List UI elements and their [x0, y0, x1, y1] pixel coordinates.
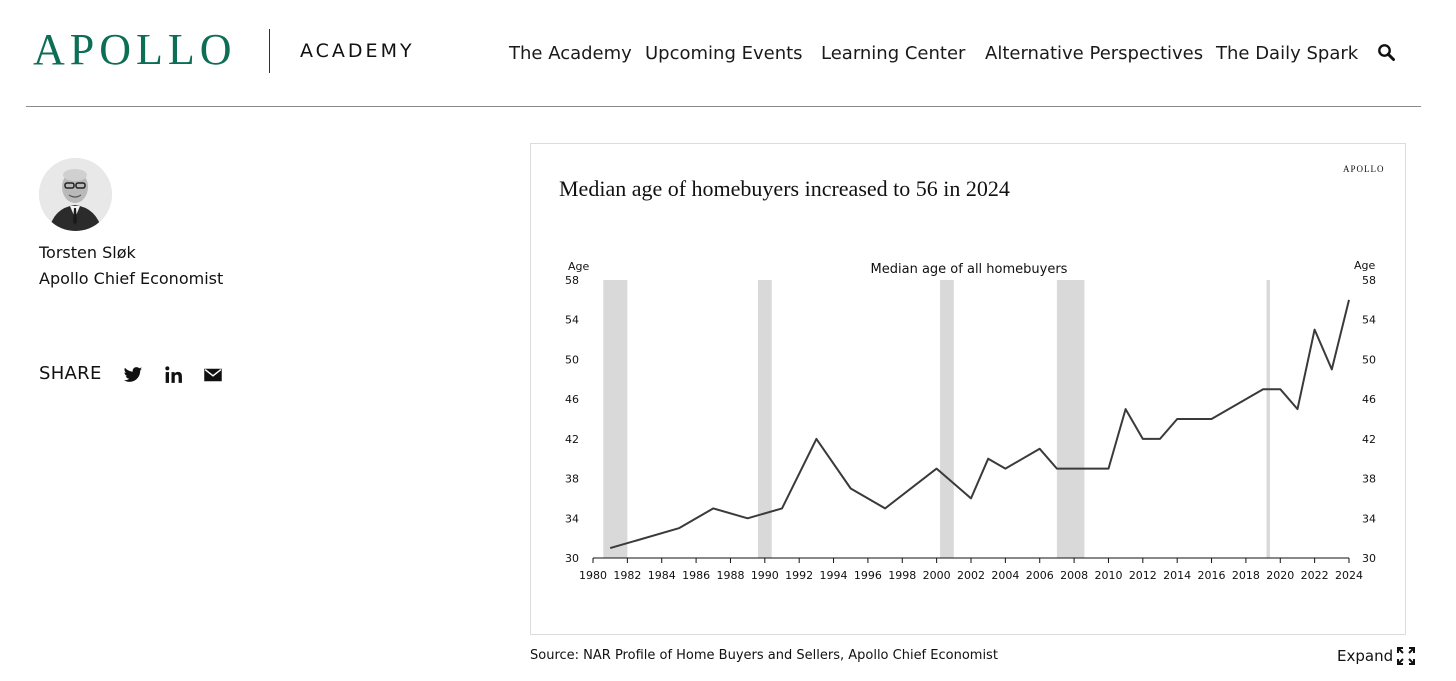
y-tick-label-left: 50: [565, 353, 579, 367]
recession-band: [1267, 280, 1270, 558]
x-tick-label: 2016: [1197, 569, 1226, 582]
y-tick-label-left: 42: [565, 432, 579, 446]
share-label: SHARE: [39, 363, 102, 384]
x-tick-label: 1992: [785, 569, 814, 582]
x-tick-label: 1984: [647, 569, 676, 582]
x-tick-label: 2010: [1094, 569, 1123, 582]
x-tick-label: 1996: [853, 569, 882, 582]
y-tick-label-left: 34: [565, 512, 579, 526]
x-tick-label: 1994: [819, 569, 848, 582]
x-tick-label: 2002: [957, 569, 985, 582]
nav-the-academy[interactable]: The Academy: [509, 43, 632, 64]
x-tick-label: 2018: [1231, 569, 1260, 582]
chart-title: Median age of homebuyers increased to 56 in 2024: [559, 176, 1010, 201]
recession-band: [1057, 280, 1084, 558]
chart-source: Source: NAR Profile of Home Buyers and Sellers, Apollo Chief Economist: [530, 648, 998, 663]
x-tick-label: 2008: [1060, 569, 1089, 582]
chart-brand-logo: APOLLO: [1343, 164, 1385, 174]
y-axis-label-left: Age: [568, 260, 590, 273]
x-tick-label: 1986: [682, 569, 711, 582]
y-tick-label-left: 58: [565, 274, 579, 287]
nav-alternative-perspectives[interactable]: Alternative Perspectives: [985, 43, 1204, 64]
expand-button[interactable]: [1337, 647, 1415, 665]
y-tick-label-left: 38: [565, 472, 579, 486]
y-tick-label-right: 46: [1362, 393, 1376, 407]
x-tick-label: 2022: [1300, 569, 1329, 582]
y-tick-label-right: 42: [1362, 432, 1376, 446]
series-label: Median age of all homebuyers: [870, 262, 1068, 277]
x-tick-label: 2004: [991, 569, 1020, 582]
median-age-series-line: [610, 300, 1349, 548]
recession-band: [603, 280, 627, 558]
nav-upcoming-events[interactable]: Upcoming Events: [645, 43, 803, 64]
y-tick-label-right: 38: [1362, 472, 1376, 486]
author-name: Torsten Sløk: [39, 243, 136, 262]
y-tick-label-right: 54: [1362, 313, 1376, 327]
y-axis-label-right: Age: [1354, 259, 1376, 272]
x-tick-label: 2012: [1128, 569, 1157, 582]
x-tick-label: 2020: [1266, 569, 1295, 582]
y-tick-label-left: 54: [565, 313, 579, 327]
x-tick-label: 2000: [922, 569, 951, 582]
academy-label[interactable]: ACADEMY: [300, 40, 415, 62]
nav-learning-center[interactable]: Learning Center: [821, 43, 966, 64]
apollo-logo[interactable]: APOLLO: [33, 25, 237, 74]
y-tick-label-right: 30: [1362, 552, 1376, 565]
x-tick-label: 1988: [716, 569, 745, 582]
recession-band: [940, 280, 954, 558]
x-tick-label: 1990: [750, 569, 779, 582]
expand-label: Expand: [1337, 647, 1394, 665]
nav-the-daily-spark[interactable]: The Daily Spark: [1216, 43, 1359, 64]
recession-band: [758, 280, 772, 558]
x-tick-label: 2014: [1163, 569, 1192, 582]
y-tick-label-right: 58: [1362, 274, 1376, 287]
x-tick-label: 1998: [888, 569, 917, 582]
x-tick-label: 2006: [1025, 569, 1054, 582]
author-title: Apollo Chief Economist: [39, 269, 224, 288]
y-tick-label-right: 34: [1362, 512, 1376, 526]
y-tick-label-left: 30: [565, 552, 579, 565]
x-tick-label: 2024: [1335, 569, 1363, 582]
x-tick-label: 1980: [579, 569, 607, 582]
x-tick-label: 1982: [613, 569, 642, 582]
y-tick-label-left: 46: [565, 393, 579, 407]
y-tick-label-right: 50: [1362, 353, 1376, 367]
expand-icon: [1397, 647, 1415, 665]
